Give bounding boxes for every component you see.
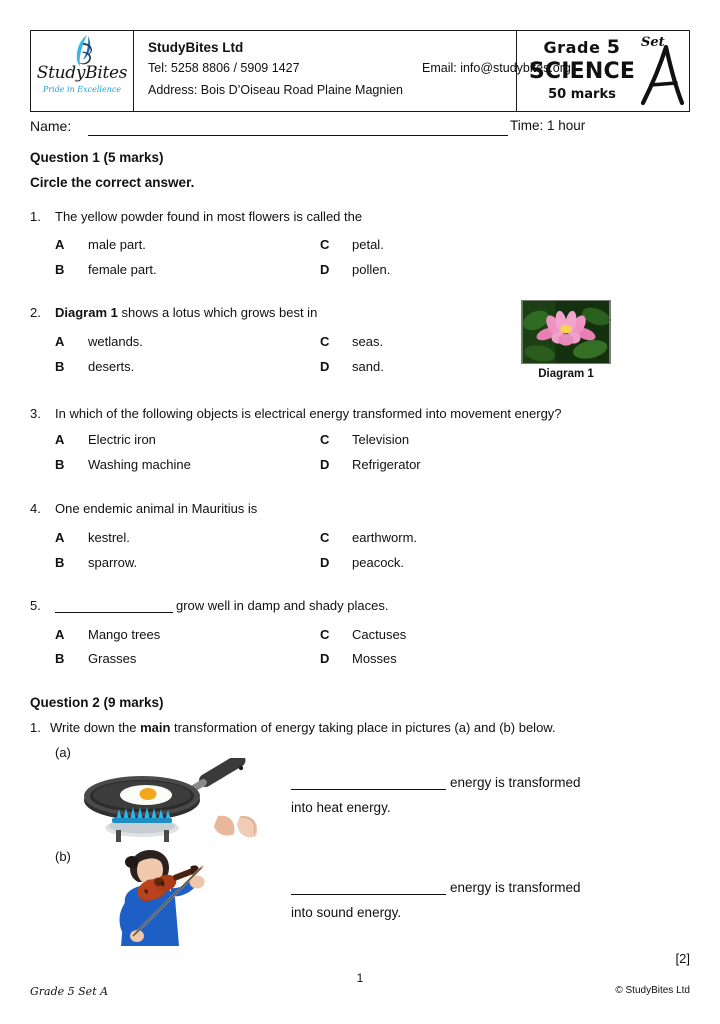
q1-item1-option-d-letter[interactable]: D — [320, 262, 330, 277]
q1-item5-stem-text: grow well in damp and shady places. — [176, 598, 389, 613]
q1-item2-stem-rest: shows a lotus which grows best in — [117, 305, 318, 320]
q1-item3-option-c-letter[interactable]: C — [320, 432, 330, 447]
q1-item5-option-a-text[interactable]: Mango trees — [88, 627, 161, 642]
q1-item2-option-c-text[interactable]: seas. — [352, 334, 384, 349]
q1-item1-number: 1. — [30, 209, 41, 224]
q1-item5-option-d-text[interactable]: Mosses — [352, 651, 397, 666]
company-tel: Tel: 5258 8806 / 5909 1427 — [148, 61, 300, 75]
q1-item2-option-d-letter[interactable]: D — [320, 359, 330, 374]
q1-item2-option-b-text[interactable]: deserts. — [88, 359, 135, 374]
q1-item2-option-d-text[interactable]: sand. — [352, 359, 384, 374]
frying-pan-egg-stove-illustration — [78, 758, 264, 846]
q2-item1-number: 1. — [30, 720, 41, 735]
q1-item1-option-b-text[interactable]: female part. — [88, 262, 157, 277]
grade-label — [527, 36, 637, 58]
company-email: Email: info@studybites.org — [422, 61, 571, 75]
name-label: Name: — [30, 118, 72, 134]
q1-item3-option-a-letter[interactable]: A — [55, 432, 65, 447]
q1-item5-option-b-letter[interactable]: B — [55, 651, 65, 666]
q2-stem-bold: main — [140, 720, 171, 735]
q1-item4-number: 4. — [30, 501, 41, 516]
q2-part-b-label: (b) — [55, 849, 71, 864]
q1-item5-option-c-text[interactable]: Cactuses — [352, 627, 407, 642]
frying-pan-image — [78, 758, 264, 846]
q1-item4-option-c-letter[interactable]: C — [320, 530, 330, 545]
name-input-line[interactable] — [88, 135, 508, 136]
q1-item4-option-a-letter[interactable]: A — [55, 530, 65, 545]
q1-item2-number: 2. — [30, 305, 41, 320]
q1-item3-option-d-letter[interactable]: D — [320, 457, 330, 472]
q1-item1-option-b-letter[interactable]: B — [55, 262, 65, 277]
q1-item5-number: 5. — [30, 598, 41, 613]
q1-item5-blank[interactable] — [55, 612, 173, 613]
lotus-flower-illustration — [522, 301, 610, 363]
set-letter-a-icon — [639, 43, 687, 107]
q1-item2-option-a-text[interactable]: wetlands. — [88, 334, 143, 349]
q1-item1-option-d-text[interactable]: pollen. — [352, 262, 391, 277]
q1-item1-stem: The yellow powder found in most flowers is called the — [55, 209, 363, 224]
footer-copyright: © StudyBites Ltd — [615, 985, 690, 996]
q1-item5-stem — [55, 598, 388, 613]
q1-item4-option-b-letter[interactable]: B — [55, 555, 65, 570]
company-info-cell — [134, 31, 571, 111]
question2-marks-bracket: [2] — [675, 951, 690, 966]
q1-item5-option-b-text[interactable]: Grasses — [88, 651, 137, 666]
q2-part-a-answer-line[interactable] — [291, 789, 446, 790]
q1-item3-option-b-letter[interactable]: B — [55, 457, 65, 472]
q1-item4-option-d-text[interactable]: peacock. — [352, 555, 405, 570]
logo-cell — [31, 31, 134, 111]
q1-item4-option-a-text[interactable]: kestrel. — [88, 530, 130, 545]
footer-left-label: Grade 5 Set A — [30, 985, 109, 998]
q2-part-a-label: (a) — [55, 745, 71, 760]
q1-item2-option-c-letter[interactable]: C — [320, 334, 330, 349]
q2-stem-pre: Write down the — [50, 720, 141, 735]
q1-item2-stem-bold: Diagram 1 — [55, 305, 118, 320]
time-allowed-label: Time: 1 hour — [510, 118, 586, 133]
studybites-logo — [34, 33, 130, 109]
q1-item3-stem: In which of the following objects is electrical energy transformed into movement energy? — [55, 406, 562, 421]
question2-heading: Question 2 (9 marks) — [30, 695, 164, 710]
header-banner — [30, 30, 690, 112]
q1-item5-option-c-letter[interactable]: C — [320, 627, 330, 642]
question1-heading: Question 1 (5 marks) — [30, 150, 164, 165]
lotus-image — [521, 300, 611, 364]
q1-item1-option-a-letter[interactable]: A — [55, 237, 65, 252]
q1-item3-number: 3. — [30, 406, 41, 421]
name-time-row — [30, 118, 690, 140]
q2-part-a-answer-text1: energy is transformed — [450, 775, 581, 790]
q2-item1-stem — [50, 720, 556, 735]
contact-row — [148, 57, 571, 79]
q1-item4-option-b-text[interactable]: sparrow. — [88, 555, 138, 570]
subject-label: SCIENCE — [528, 59, 636, 84]
logo-tagline: Pride in Excellence — [42, 85, 122, 94]
logo-wordmark: StudyBites — [36, 63, 128, 83]
q1-item4-option-c-text[interactable]: earthworm. — [352, 530, 418, 545]
q1-item1-option-a-text[interactable]: male part. — [88, 237, 146, 252]
lotus-caption: Diagram 1 — [538, 368, 594, 380]
q1-item3-option-b-text[interactable]: Washing machine — [88, 457, 191, 472]
q1-item5-option-a-letter[interactable]: A — [55, 627, 65, 642]
company-address: Address: Bois D’Oiseau Road Plaine Magnien — [148, 83, 403, 97]
grade-word: Grade — [543, 38, 601, 57]
q1-item5-option-d-letter[interactable]: D — [320, 651, 330, 666]
q1-item4-stem: One endemic animal in Mauritius is — [55, 501, 258, 516]
question1-instruction: Circle the correct answer. — [30, 175, 195, 190]
q1-item4-option-d-letter[interactable]: D — [320, 555, 330, 570]
q1-item3-option-d-text[interactable]: Refrigerator — [352, 457, 421, 472]
total-marks-label: 50 marks — [548, 87, 616, 102]
q2-part-b-answer-text1: energy is transformed — [450, 880, 581, 895]
q2-part-a-answer-text2: into heat energy. — [291, 800, 391, 815]
q1-item2-option-b-letter[interactable]: B — [55, 359, 65, 374]
footer-page-number: 1 — [356, 971, 364, 985]
q1-item2-stem — [55, 305, 317, 320]
q1-item3-option-c-text[interactable]: Television — [352, 432, 410, 447]
q1-item3-option-a-text[interactable]: Electric iron — [88, 432, 156, 447]
q2-stem-post: transformation of energy taking place in pictures (a) and (b) below. — [170, 720, 556, 735]
q1-item1-option-c-letter[interactable]: C — [320, 237, 330, 252]
q1-item1-option-c-text[interactable]: petal. — [352, 237, 384, 252]
q2-part-b-answer-text2: into sound energy. — [291, 905, 402, 920]
grade-number: 5 — [606, 36, 621, 58]
q1-item2-option-a-letter[interactable]: A — [55, 334, 65, 349]
violin-image — [83, 848, 235, 946]
set-word-label: Set — [641, 35, 665, 50]
grade-cell — [517, 31, 689, 111]
woman-playing-violin-illustration — [83, 848, 235, 946]
q2-part-b-answer-line[interactable] — [291, 894, 446, 895]
company-name: StudyBites Ltd — [148, 40, 244, 55]
